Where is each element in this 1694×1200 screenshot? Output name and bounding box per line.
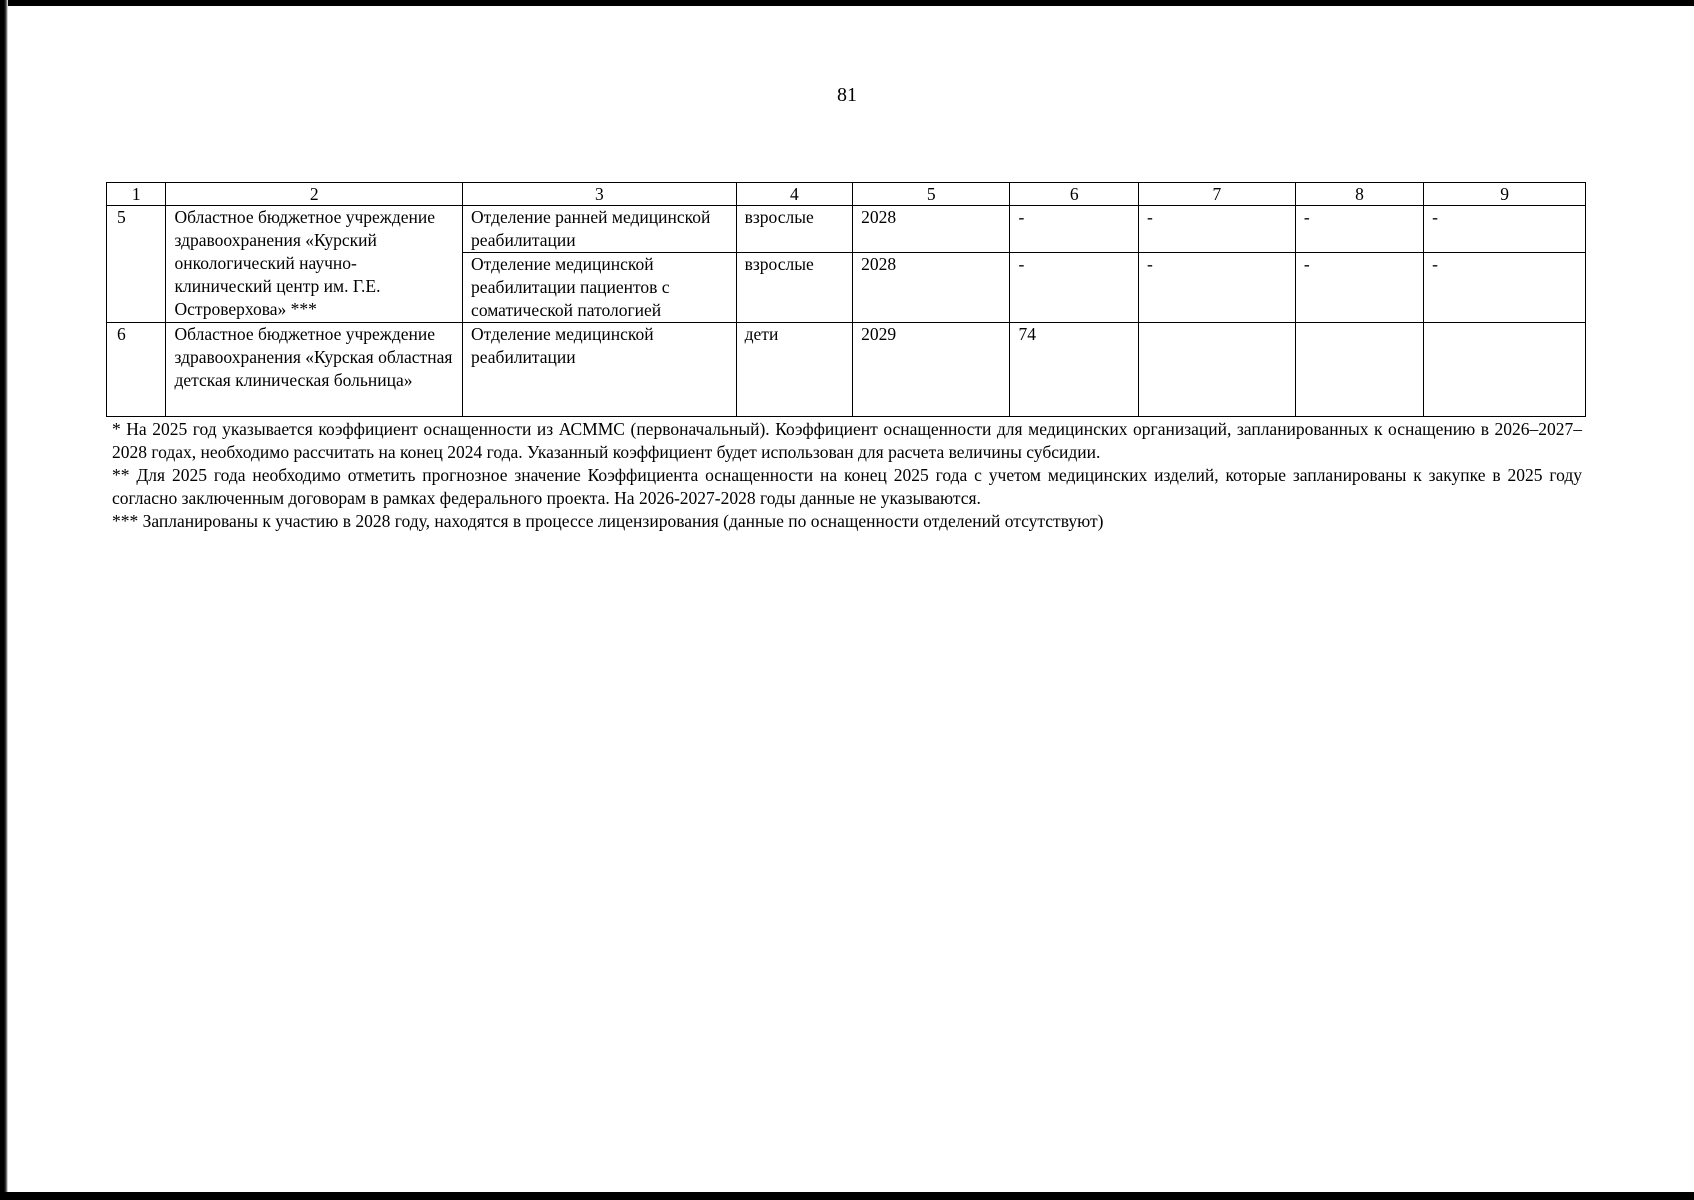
header-cell: 1 (107, 183, 166, 206)
department-name: Отделение ранней медицинской реабилитации (463, 206, 737, 253)
patient-category: взрослые (736, 253, 853, 323)
patient-category: взрослые (736, 206, 853, 253)
department-name: Отделение медицинской реабилитации пациентов с соматической патологией (463, 253, 737, 323)
organization-name: Областное бюджетное учреждение здравоохранения «Курская областная детская клиническая больница» (166, 323, 463, 417)
row-number: 5 (107, 206, 166, 323)
col-6-value: - (1010, 206, 1139, 253)
col-9-value (1424, 323, 1586, 417)
footnote-3: *** Запланированы к участию в 2028 году, находятся в процессе лицензирования (данные по оснащенности отделений отсутствуют) (112, 511, 1104, 531)
year: 2029 (853, 323, 1010, 417)
table-header-row (107, 183, 1586, 206)
page-number: 81 (837, 84, 857, 106)
col-7-value (1138, 323, 1295, 417)
table-row (107, 323, 1586, 417)
footnote-2: ** Для 2025 года необходимо отметить прогнозное значение Коэффициента оснащенности на конец 2025 года с учетом медицинских изделий, которые запланированы к закупке в 2025 году согласно заключенным договорам в рамках федерального проекта. На 2026-2027-2028 годы данные не указываются. (112, 465, 1582, 508)
header-cell: 5 (853, 183, 1010, 206)
col-9-value: - (1424, 253, 1586, 323)
col-6-value: 74 (1010, 323, 1139, 417)
rehabilitation-table (106, 182, 1586, 417)
header-cell: 2 (166, 183, 463, 206)
col-8-value: - (1295, 206, 1423, 253)
year: 2028 (853, 253, 1010, 323)
year: 2028 (853, 206, 1010, 253)
header-cell: 8 (1295, 183, 1423, 206)
footnotes (112, 418, 1582, 533)
scan-border-top (0, 0, 1694, 6)
header-cell: 9 (1424, 183, 1586, 206)
header-cell: 7 (1138, 183, 1295, 206)
col-7-value: - (1138, 253, 1295, 323)
header-cell: 3 (463, 183, 737, 206)
table-row (107, 206, 1586, 253)
scan-border-left (0, 0, 8, 1200)
scan-border-bottom (0, 1192, 1694, 1200)
col-8-value: - (1295, 253, 1423, 323)
footnote-1: * На 2025 год указывается коэффициент оснащенности из АСММС (первоначальный). Коэффициент оснащенности для медицинских организаций, запланированных к оснащению в 2026–2027–2028 годах, необходимо рассчитать на конец 2024 года. Указанный коэффициент будет использован для расчета величины субсидии. (112, 419, 1582, 462)
header-cell: 6 (1010, 183, 1139, 206)
row-number: 6 (107, 323, 166, 417)
col-8-value (1295, 323, 1423, 417)
patient-category: дети (736, 323, 853, 417)
header-cell: 4 (736, 183, 853, 206)
col-7-value: - (1138, 206, 1295, 253)
col-9-value: - (1424, 206, 1586, 253)
col-6-value: - (1010, 253, 1139, 323)
department-name: Отделение медицинской реабилитации (463, 323, 737, 417)
organization-name: Областное бюджетное учреждение здравоохранения «Курский онкологический научно-клинический центр им. Г.Е. Островерхова» *** (166, 206, 463, 323)
